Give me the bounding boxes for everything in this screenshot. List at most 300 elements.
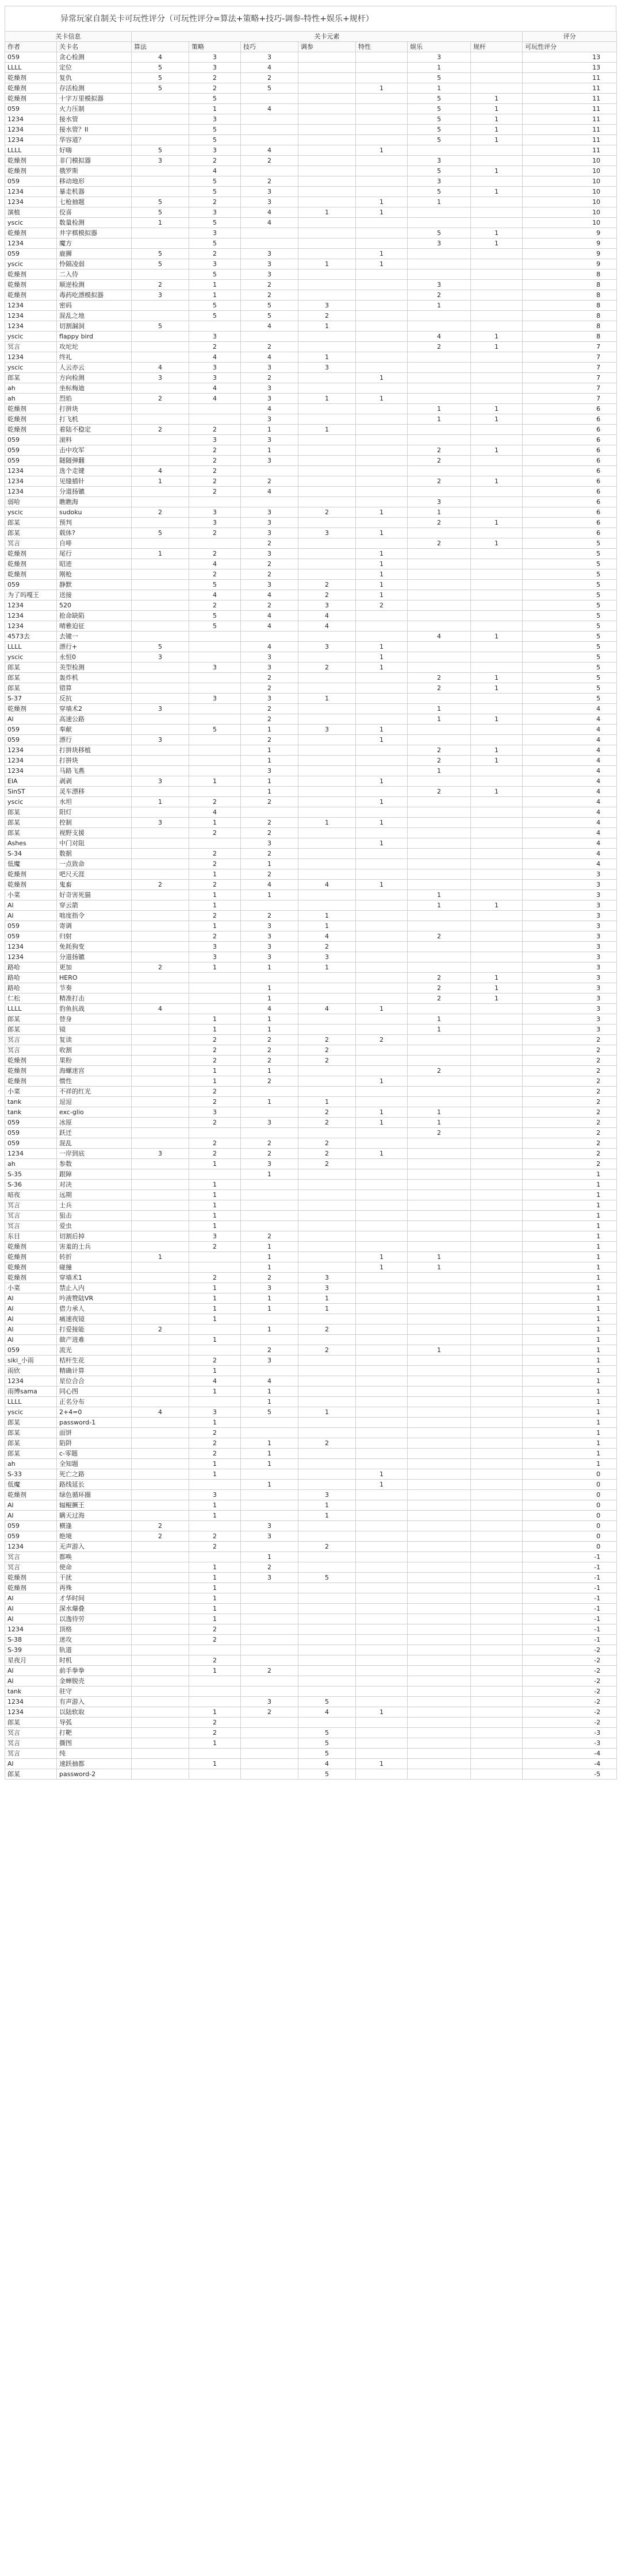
element-cell: 2	[132, 1531, 189, 1542]
table-row	[5, 559, 617, 569]
element-cell	[356, 1324, 408, 1335]
element-cell: 4	[241, 590, 298, 600]
level-name-cell: c-零题	[57, 1449, 132, 1459]
element-cell: 3	[241, 518, 298, 528]
element-cell	[132, 1759, 189, 1769]
level-name-cell: 打靶	[57, 1728, 132, 1738]
element-cell	[471, 1542, 523, 1552]
element-cell: 3	[241, 259, 298, 269]
element-cell: 2	[298, 1159, 356, 1169]
element-cell: 1	[356, 83, 408, 94]
element-cell: 1	[356, 1469, 408, 1480]
element-cell: 2	[189, 425, 241, 435]
level-name-cell: 精确计算	[57, 1366, 132, 1376]
element-cell: 2	[408, 1066, 471, 1076]
element-cell	[356, 1397, 408, 1407]
element-cell: 1	[356, 507, 408, 518]
author-cell: 1234	[5, 487, 57, 497]
element-cell	[298, 373, 356, 383]
score-cell: 3	[523, 994, 617, 1004]
element-cell	[356, 1066, 408, 1076]
author-cell: 冥言	[5, 1200, 57, 1211]
author-cell: S-36	[5, 1180, 57, 1190]
element-cell: 3	[241, 652, 298, 663]
score-cell: 4	[523, 714, 617, 725]
element-cell: 2	[298, 1045, 356, 1056]
element-cell	[132, 983, 189, 994]
author-cell: yscic	[5, 259, 57, 269]
column-header-row	[5, 42, 617, 52]
element-cell	[298, 280, 356, 290]
element-cell	[132, 445, 189, 456]
element-cell: 1	[189, 818, 241, 828]
element-cell	[298, 114, 356, 125]
level-name-cell: 穿墙术2	[57, 704, 132, 714]
element-cell	[408, 218, 471, 228]
table-row	[5, 1087, 617, 1097]
element-cell: 1	[298, 352, 356, 363]
author-cell: 郎某	[5, 818, 57, 828]
element-cell	[471, 1490, 523, 1500]
element-cell	[408, 1045, 471, 1056]
element-cell: 1	[241, 1242, 298, 1252]
element-cell	[132, 332, 189, 342]
element-cell: 4	[189, 166, 241, 176]
table-row	[5, 466, 617, 476]
score-cell: -1	[523, 1604, 617, 1614]
score-cell: 11	[523, 125, 617, 135]
element-cell: 2	[189, 487, 241, 497]
level-name-cell: 打拼块	[57, 756, 132, 766]
element-cell	[408, 145, 471, 156]
element-cell	[298, 994, 356, 1004]
score-cell: 1	[523, 1180, 617, 1190]
element-cell: 2	[241, 704, 298, 714]
author-cell: yscic	[5, 363, 57, 373]
element-cell	[241, 228, 298, 238]
element-cell: 5	[189, 269, 241, 280]
element-cell: 1	[471, 683, 523, 694]
element-cell: 1	[241, 776, 298, 787]
element-cell	[189, 642, 241, 652]
element-cell: 2	[189, 849, 241, 859]
element-cell	[408, 1573, 471, 1583]
author-cell: 059	[5, 1138, 57, 1149]
element-cell	[298, 125, 356, 135]
element-cell: 2	[132, 280, 189, 290]
element-cell	[132, 1045, 189, 1056]
element-cell: 1	[189, 280, 241, 290]
author-cell: 乾燥剂	[5, 1490, 57, 1500]
score-cell: 1	[523, 1293, 617, 1304]
element-cell: 1	[189, 1076, 241, 1087]
sheet-title: 异常玩家自制关卡可玩性评分（可玩性评分=算法+策略+技巧-调参-特性+娱乐+规杆）	[5, 6, 616, 31]
element-cell	[408, 1614, 471, 1624]
element-cell: 1	[189, 1066, 241, 1076]
column-header: 策略	[189, 42, 241, 52]
score-cell: 4	[523, 838, 617, 849]
level-name-cell: 都唤	[57, 1552, 132, 1562]
author-cell: 059	[5, 249, 57, 259]
table-row	[5, 1449, 617, 1459]
element-cell	[356, 1686, 408, 1697]
element-cell	[132, 1562, 189, 1573]
element-cell	[241, 1418, 298, 1428]
score-cell: 1	[523, 1200, 617, 1211]
author-cell: 1234	[5, 476, 57, 487]
level-name-cell: 抢命缺陷	[57, 611, 132, 621]
element-cell: 1	[189, 1562, 241, 1573]
element-cell	[356, 1314, 408, 1324]
element-cell: 3	[241, 383, 298, 394]
element-cell	[471, 507, 523, 518]
element-cell	[356, 807, 408, 818]
element-cell	[356, 921, 408, 931]
element-cell	[471, 1728, 523, 1738]
element-cell: 1	[132, 476, 189, 487]
score-cell: 6	[523, 414, 617, 425]
level-name-cell: 星位合合	[57, 1376, 132, 1387]
table-row	[5, 725, 617, 735]
column-header: 关卡名	[57, 42, 132, 52]
level-name-cell: 碰撞	[57, 1262, 132, 1273]
element-cell: 2	[241, 280, 298, 290]
element-cell	[408, 1169, 471, 1180]
element-cell	[132, 238, 189, 249]
element-cell: 1	[471, 983, 523, 994]
element-cell: 3	[241, 1697, 298, 1707]
score-cell: 7	[523, 383, 617, 394]
element-cell	[408, 1542, 471, 1552]
table-row	[5, 1159, 617, 1169]
element-cell	[471, 1769, 523, 1780]
element-cell: 3	[241, 921, 298, 931]
score-cell: 11	[523, 135, 617, 145]
table-row	[5, 414, 617, 425]
element-cell	[356, 1728, 408, 1738]
element-cell: 1	[356, 528, 408, 538]
element-cell	[298, 1655, 356, 1666]
table-row	[5, 900, 617, 911]
level-name-cell: 驻守	[57, 1686, 132, 1697]
element-cell	[298, 704, 356, 714]
element-cell	[356, 1604, 408, 1614]
element-cell	[298, 187, 356, 197]
element-cell: 2	[241, 373, 298, 383]
element-cell	[356, 104, 408, 114]
element-cell	[408, 352, 471, 363]
element-cell	[356, 1242, 408, 1252]
element-cell	[132, 1707, 189, 1718]
author-cell: yscic	[5, 797, 57, 807]
table-row	[5, 1025, 617, 1035]
element-cell: 1	[298, 425, 356, 435]
element-cell	[132, 621, 189, 632]
element-cell: 1	[356, 1149, 408, 1159]
element-cell: 5	[132, 63, 189, 73]
element-cell	[408, 921, 471, 931]
element-cell: 1	[189, 1200, 241, 1211]
element-cell	[132, 694, 189, 704]
table-row	[5, 807, 617, 818]
level-name-cell: 更加	[57, 962, 132, 973]
author-cell: 1234	[5, 321, 57, 332]
author-cell: 郎某	[5, 663, 57, 673]
element-cell: 3	[298, 363, 356, 373]
element-cell: 1	[471, 787, 523, 797]
score-cell: 1	[523, 1314, 617, 1324]
level-name-cell: 见缝插针	[57, 476, 132, 487]
author-cell: 为了吗嘎王	[5, 590, 57, 600]
element-cell: 2	[189, 1542, 241, 1552]
element-cell	[132, 725, 189, 735]
element-cell: 5	[408, 125, 471, 135]
element-cell	[241, 1200, 298, 1211]
element-cell	[298, 900, 356, 911]
element-cell	[408, 849, 471, 859]
element-cell	[471, 1666, 523, 1676]
element-cell: 3	[189, 952, 241, 962]
author-cell: 冥言	[5, 1749, 57, 1759]
element-cell: 2	[298, 1149, 356, 1159]
element-cell	[356, 1356, 408, 1366]
element-cell	[408, 1087, 471, 1097]
element-cell	[356, 611, 408, 621]
element-cell	[356, 290, 408, 301]
element-cell	[132, 1583, 189, 1593]
element-cell	[132, 435, 189, 445]
score-cell: 7	[523, 394, 617, 404]
table-row	[5, 632, 617, 642]
element-cell	[408, 1552, 471, 1562]
element-cell	[189, 1521, 241, 1531]
level-name-cell: 一点致命	[57, 859, 132, 869]
element-cell	[356, 994, 408, 1004]
score-cell: 0	[523, 1480, 617, 1490]
element-cell	[132, 1056, 189, 1066]
table-row	[5, 994, 617, 1004]
element-cell	[356, 52, 408, 63]
element-cell	[189, 787, 241, 797]
element-cell	[356, 1511, 408, 1521]
element-cell	[356, 1407, 408, 1418]
element-cell: 1	[471, 404, 523, 414]
author-cell: 乾燥剂	[5, 228, 57, 238]
element-cell: 1	[408, 414, 471, 425]
element-cell	[298, 1449, 356, 1459]
level-name-cell: 海螺迷宫	[57, 1066, 132, 1076]
element-cell	[356, 1014, 408, 1025]
element-cell: 1	[189, 1335, 241, 1345]
table-row	[5, 456, 617, 466]
author-cell: 仁松	[5, 994, 57, 1004]
level-name-cell: 高速公路	[57, 714, 132, 725]
level-name-cell: 精准打击	[57, 994, 132, 1004]
element-cell: 1	[189, 776, 241, 787]
level-name-cell: 存活检测	[57, 83, 132, 94]
element-cell	[298, 1676, 356, 1686]
element-cell	[189, 994, 241, 1004]
element-cell	[408, 828, 471, 838]
element-cell: 2	[241, 1666, 298, 1676]
element-cell	[132, 1159, 189, 1169]
level-name-cell: 永恒0	[57, 652, 132, 663]
element-cell	[408, 1293, 471, 1304]
element-cell: 1	[408, 404, 471, 414]
element-cell: 2	[298, 663, 356, 673]
element-cell	[132, 1200, 189, 1211]
level-name-cell: 水坦	[57, 797, 132, 807]
score-cell: 4	[523, 787, 617, 797]
element-cell	[471, 642, 523, 652]
author-cell: 冥言	[5, 1552, 57, 1562]
author-cell: Al	[5, 1604, 57, 1614]
score-cell: 2	[523, 1087, 617, 1097]
element-cell	[356, 911, 408, 921]
element-cell: 1	[189, 1666, 241, 1676]
element-cell: 2	[189, 1655, 241, 1666]
element-cell	[132, 890, 189, 900]
element-cell: 5	[298, 1697, 356, 1707]
score-cell: 10	[523, 218, 617, 228]
element-cell: 2	[132, 394, 189, 404]
author-cell: 乾燥剂	[5, 404, 57, 414]
element-cell	[132, 745, 189, 756]
element-cell	[408, 1686, 471, 1697]
level-name-cell: 才华时间	[57, 1593, 132, 1604]
element-cell	[132, 125, 189, 135]
author-cell: Ashes	[5, 838, 57, 849]
element-cell: 2	[408, 342, 471, 352]
header-group-score: 评分	[523, 32, 617, 42]
level-name-cell: 分道扬镳	[57, 952, 132, 962]
element-cell	[132, 869, 189, 880]
table-row	[5, 507, 617, 518]
score-cell: 4	[523, 797, 617, 807]
element-cell	[356, 890, 408, 900]
author-cell: Al	[5, 1314, 57, 1324]
element-cell	[408, 259, 471, 269]
table-row	[5, 1749, 617, 1759]
element-cell	[356, 1180, 408, 1190]
author-cell: 乾燥剂	[5, 1273, 57, 1283]
table-row	[5, 1107, 617, 1118]
element-cell	[408, 1562, 471, 1573]
column-header: 特性	[356, 42, 408, 52]
element-cell	[298, 1335, 356, 1345]
element-cell: 3	[241, 1118, 298, 1128]
author-cell: 郎某	[5, 828, 57, 838]
element-cell	[408, 942, 471, 952]
element-cell	[132, 1138, 189, 1149]
author-cell: 雨欣	[5, 1366, 57, 1376]
author-cell: Al	[5, 1511, 57, 1521]
score-cell: 1	[523, 1304, 617, 1314]
element-cell	[241, 1211, 298, 1221]
element-cell	[298, 414, 356, 425]
table-row	[5, 1635, 617, 1645]
element-cell: 2	[189, 342, 241, 352]
element-cell: 1	[298, 1500, 356, 1511]
element-cell: 5	[408, 114, 471, 125]
element-cell: 2	[408, 931, 471, 942]
element-cell	[298, 632, 356, 642]
score-cell: -2	[523, 1676, 617, 1686]
table-row	[5, 342, 617, 352]
author-cell: 郎某	[5, 1769, 57, 1780]
table-row	[5, 1562, 617, 1573]
element-cell: 2	[241, 1345, 298, 1356]
table-row	[5, 942, 617, 952]
element-cell: 4	[298, 880, 356, 890]
element-cell: 1	[189, 1614, 241, 1624]
element-cell: 1	[241, 890, 298, 900]
element-cell	[132, 104, 189, 114]
element-cell	[471, 269, 523, 280]
element-cell: 1	[356, 1118, 408, 1128]
table-row	[5, 156, 617, 166]
element-cell	[408, 1004, 471, 1014]
author-cell: 059	[5, 104, 57, 114]
table-row	[5, 880, 617, 890]
element-cell	[132, 1449, 189, 1459]
author-cell: 1234	[5, 1697, 57, 1707]
element-cell	[132, 1025, 189, 1035]
score-cell: -1	[523, 1624, 617, 1635]
element-cell	[408, 962, 471, 973]
author-cell: 雨博sama	[5, 1387, 57, 1397]
author-cell: 郎某	[5, 518, 57, 528]
score-cell: 1	[523, 1376, 617, 1387]
element-cell	[471, 1242, 523, 1252]
element-cell	[132, 611, 189, 621]
element-cell	[356, 332, 408, 342]
element-cell	[356, 311, 408, 321]
element-cell: 2	[298, 1107, 356, 1118]
level-name-cell: 瞒天过海	[57, 1511, 132, 1521]
element-cell: 3	[241, 414, 298, 425]
author-cell: LLLL	[5, 642, 57, 652]
author-cell: yscic	[5, 507, 57, 518]
element-cell: 1	[356, 1480, 408, 1490]
element-cell: 2	[298, 942, 356, 952]
score-cell: 9	[523, 238, 617, 249]
element-cell	[241, 1542, 298, 1552]
level-name-cell: 终礼	[57, 352, 132, 363]
level-name-cell: 不祥的红光	[57, 1087, 132, 1097]
element-cell: 4	[189, 1376, 241, 1387]
element-cell: 2	[408, 538, 471, 549]
element-cell	[298, 1418, 356, 1428]
element-cell	[241, 166, 298, 176]
level-name-cell: 辐鲲撅王	[57, 1500, 132, 1511]
column-header: 算法	[132, 42, 189, 52]
table-row	[5, 1459, 617, 1469]
element-cell	[132, 1014, 189, 1025]
element-cell	[298, 1666, 356, 1676]
element-cell: 1	[241, 745, 298, 756]
element-cell	[471, 1149, 523, 1159]
element-cell: 5	[408, 135, 471, 145]
author-cell: S-37	[5, 694, 57, 704]
element-cell: 2	[189, 828, 241, 838]
author-cell: 乾燥剂	[5, 1573, 57, 1583]
level-name-cell: 复仇	[57, 73, 132, 83]
element-cell	[241, 632, 298, 642]
element-cell	[298, 745, 356, 756]
element-cell	[356, 1376, 408, 1387]
element-cell	[132, 952, 189, 962]
